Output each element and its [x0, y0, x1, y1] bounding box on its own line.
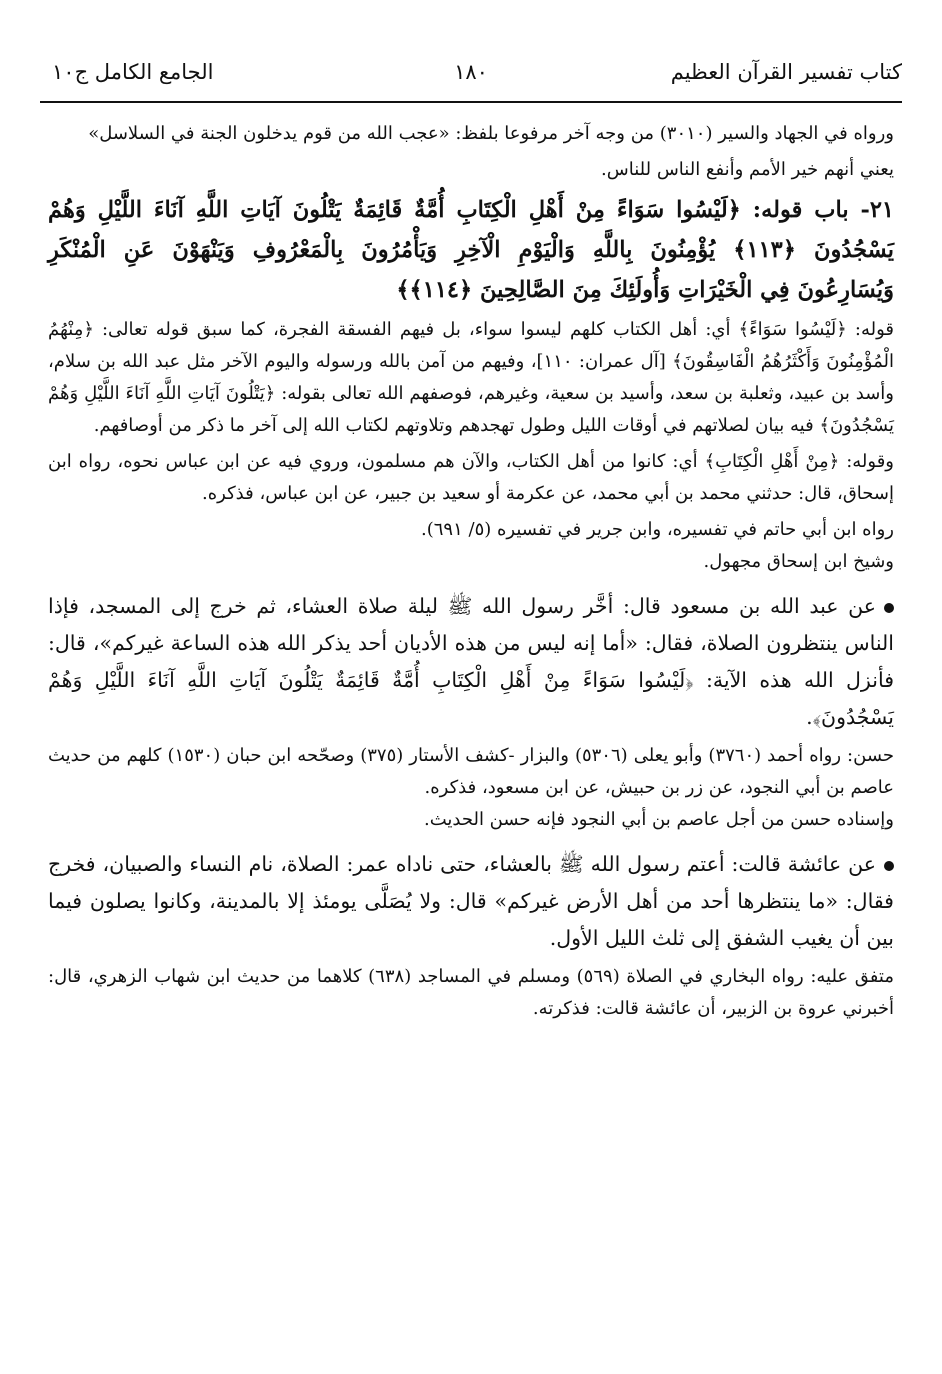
bullet-icon — [884, 603, 894, 613]
page-body — [48, 118, 894, 1025]
hadith-aisha-text: عن عائشة قالت: أعتم رسول الله ﷺ بالعشاء، حتى ناداه عمر: الصلاة، نام النساء والصبيان، فخرج فقال: «ما ينتظرها أحد من أهل الأرض غيركم» قال: ولا يُصَلَّى يومئذ إلا بالمدينة، وكانوا يصلون فيما بين أن يغيب الشفق إلى ثلث الليل الأول. — [48, 852, 894, 950]
hadith-ibn-masud — [48, 588, 894, 736]
page-number: ١٨٠ — [454, 60, 488, 84]
chapter-heading-verse: ٢١- باب قوله: ﴿لَيْسُوا سَوَاءً مِنْ أَهْلِ الْكِتَابِ أُمَّةٌ قَائِمَةٌ يَتْلُونَ آيَاتِ اللَّهِ آنَاءَ اللَّيْلِ وَهُمْ يَسْجُدُونَ ﴿١١٣﴾ يُؤْمِنُونَ بِاللَّهِ وَالْيَوْمِ الْآخِرِ وَيَأْمُرُونَ بِالْمَعْرُوفِ وَيَنْهَوْنَ عَنِ الْمُنْكَرِ وَيُسَارِعُونَ فِي الْخَيْرَاتِ وَأُولَئِكَ مِنَ الصَّالِحِينَ ﴿١١٤﴾﴾ — [48, 197, 894, 303]
paragraph-ibn-abi-hatim: رواه ابن أبي حاتم في تفسيره، وابن جرير في تفسيره (٥/ ٦٩١). — [421, 519, 894, 540]
paragraph-ibn-abbas: وقوله: ﴿مِنْ أَهْلِ الْكِتَابِ﴾ أي: كانوا من أهل الكتاب، والآن هم مسلمون، وروي فيه عن ابن عباس نحوه، رواه ابن إسحاق، قال: حدثني محمد بن أبي محمد، عن عكرمة أو سعيد بن جبير، عن ابن عباس، فذكره. — [48, 451, 894, 504]
hadith-ibn-masud-text: عن عبد الله بن مسعود قال: أخَّر رسول الله ﷺ ليلة صلاة العشاء، ثم خرج إلى المسجد، فإذا الناس ينتظرون الصلاة، فقال: «أما إنه ليس من هذه الأديان أحد يذكر الله هذه الساعة غيركم»، قال: فأنزل الله هذه الآية: ﴿لَيْسُوا سَوَاءً مِنْ أَهْلِ الْكِتَابِ أُمَّةٌ قَائِمَةٌ يَتْلُونَ آيَاتِ اللَّهِ آنَاءَ اللَّيْلِ وَهُمْ يَسْجُدُونَ﴾. — [48, 594, 894, 729]
paragraph-jihad-narration: ورواه في الجهاد والسير (٣٠١٠) من وجه آخر مرفوعا بلفظ: «عجب الله من قوم يدخلون الجنة في السلاسل» — [88, 123, 894, 144]
paragraph-best-nations: يعني أنهم خير الأمم وأنفع الناس للناس. — [601, 159, 894, 180]
bullet-icon — [884, 861, 894, 871]
book-title: كتاب تفسير القرآن العظيم — [670, 60, 902, 84]
paragraph-commentary: قوله: ﴿لَيْسُوا سَوَاءً﴾ أي: أهل الكتاب كلهم ليسوا سواء، بل فيهم الفسقة الفجرة، كما سبق قوله تعالى: ﴿مِنْهُمُ الْمُؤْمِنُونَ وَأَكْثَرُهُمُ الْفَاسِقُونَ﴾ [آل عمران: ١١٠]، وفيهم من آمن بالله ورسوله واليوم الآخر مثل عبد الله بن سلام، وأسد بن عبيد، وثعلبة بن سعد، وأسيد بن سعية، وغيرهم، فوصفهم الله تعالى بقوله: ﴿يَتْلُونَ آيَاتِ اللَّهِ آنَاءَ اللَّيْلِ وَهُمْ يَسْجُدُونَ﴾ فيه بيان لصلاتهم في أوقات الليل وطول تهجدهم وتلاوتهم لكتاب الله إلى آخر ما ذكر من أوصافهم. — [48, 319, 894, 436]
paragraph-grading-hasan: حسن: رواه أحمد (٣٧٦٠) وأبو يعلى (٥٣٠٦) والبزار -كشف الأستار (٣٧٥) وصحّحه ابن حبان (١٥٣٠) كلهم من حديث عاصم بن أبي النجود، عن زر بن حبيش، عن ابن مسعود، فذكره. — [48, 745, 894, 798]
paragraph-muttafaq-alayh: متفق عليه: رواه البخاري في الصلاة (٥٦٩) ومسلم في المساجد (٦٣٨) كلاهما من حديث ابن شهاب الزهري، قال: أخبرني عروة بن الزبير، أن عائشة قالت: فذكرته. — [48, 966, 894, 1019]
paragraph-isnad: وإسناده حسن من أجل عاصم بن أبي النجود فإنه حسن الحديث. — [423, 809, 894, 830]
paragraph-unknown-sheikh: وشيخ ابن إسحاق مجهول. — [703, 551, 894, 572]
hadith-aisha — [48, 846, 894, 957]
running-header — [40, 56, 902, 96]
series-title: الجامع الكامل ج١٠ — [52, 60, 214, 84]
header-rule — [40, 101, 902, 103]
